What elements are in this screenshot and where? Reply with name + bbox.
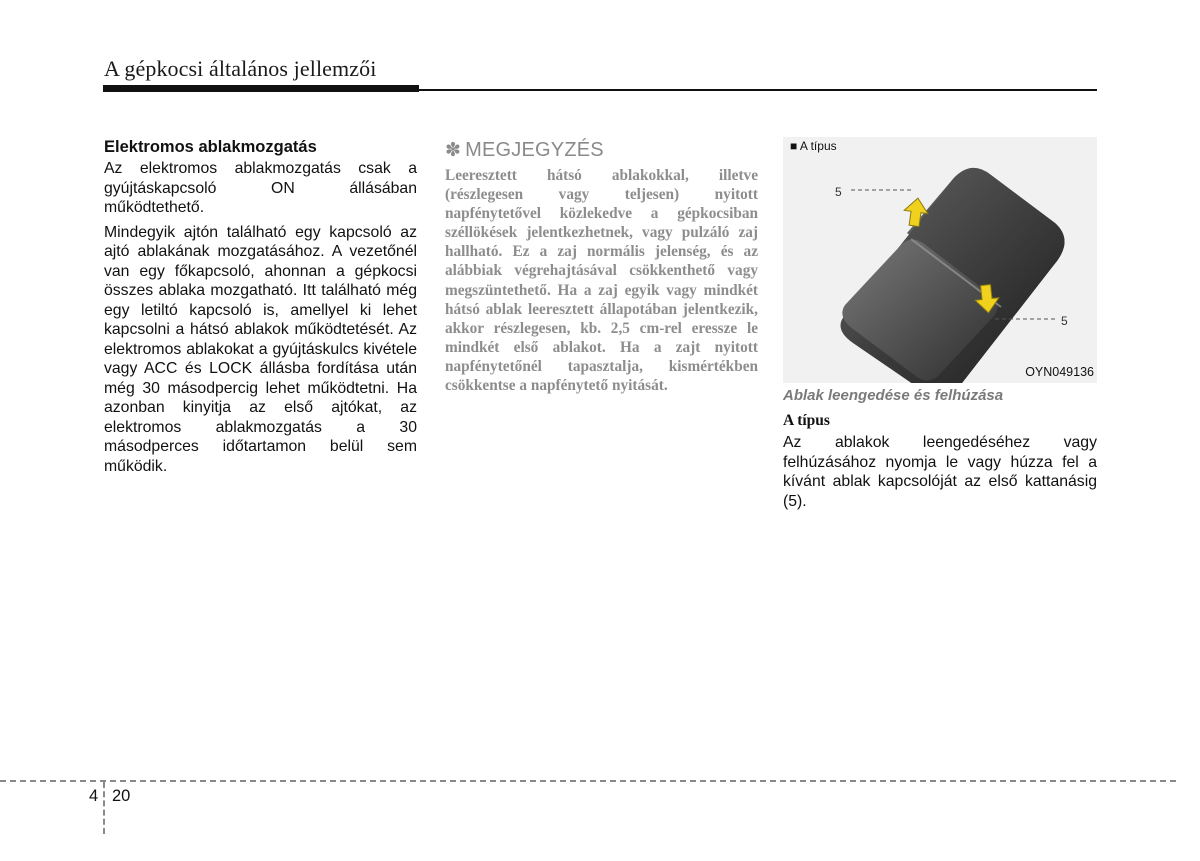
figure-caption: Ablak leengedése és felhúzása xyxy=(783,387,1004,404)
page-chapter-number: 4 xyxy=(89,787,99,805)
callout-top-label: 5 xyxy=(835,185,842,199)
type-subheading: A típus xyxy=(783,412,830,429)
note-body: Leeresztett hátsó ablakokkal, illetve (részlegesen vagy teljesen) nyitott napfénytetővel közlekedve a gépkocsiban széllökések jelentkezhetnek, vagy pulzáló zaj hallható. Ez a zaj normális jelenség, és az alábbiak végrehajtásával csökkenthető vagy megszüntethető. Ha a zaj egyik vagy mindkét hátsó ablak leeresztett állapotában jelentkezik, akkor részlegesen, kb. 2,5 cm-rel eressze le mindkét első ablakot. Ha a zajt nyitott napfénytetőnél tapasztalja, kismértékben csökkentse a napfénytető nyitását. xyxy=(445,167,758,395)
page-header-title: A gépkocsi általános jellemzői xyxy=(104,56,377,81)
footer-dashed-rule xyxy=(0,780,1176,782)
column-middle xyxy=(445,137,758,395)
note-heading-text: MEGJEGYZÉS xyxy=(465,139,604,161)
header-thick-rule xyxy=(103,85,419,92)
callout-bottom-label: 5 xyxy=(1061,314,1068,328)
type-paragraph: Az ablakok leengedéséhez vagy felhúzásához nyomja le vagy húzza fel a kívánt ablak kapcsolóját az első kattanásig (5). xyxy=(783,434,1097,510)
window-switch-illustration xyxy=(783,137,1097,383)
page-number: 20 xyxy=(112,787,131,805)
note-heading xyxy=(445,137,758,164)
section-heading: Elektromos ablakmozgatás xyxy=(104,138,317,156)
column-right xyxy=(783,137,1097,516)
column-left xyxy=(104,137,417,481)
figure-code: OYN049136 xyxy=(1025,365,1094,379)
intro-paragraph: Az elektromos ablakmozgatás csak a gyújtáskapcsoló ON állásában működtethető. xyxy=(104,160,417,216)
note-star-icon: ✽ xyxy=(445,140,462,161)
window-switch-figure xyxy=(783,137,1097,383)
header-thin-rule xyxy=(419,89,1097,91)
details-paragraph: Mindegyik ajtón található egy kapcsoló az ajtó ablakának mozgatásához. A vezetőnél van egy főkapcsoló, ahonnan a gépkocsi összes ablaka mozgatható. Itt található még egy letiltó kapcsoló is, amellyel ki lehet kapcsolni a hátsó ablakok működtetését. Az elektromos ablakokat a gyújtáskulcs kivétele vagy ACC és LOCK állásba fordítása után még 30 másodpercig lehet működtetni. Ha azonban kinyitja az első ajtókat, az elektromos ablakmozgatás a 30 másodperces időtartamon belül sem működik. xyxy=(104,223,417,475)
footer-vertical-dashed-rule xyxy=(103,782,105,834)
figure-type-label: ■ A típus xyxy=(790,139,837,153)
